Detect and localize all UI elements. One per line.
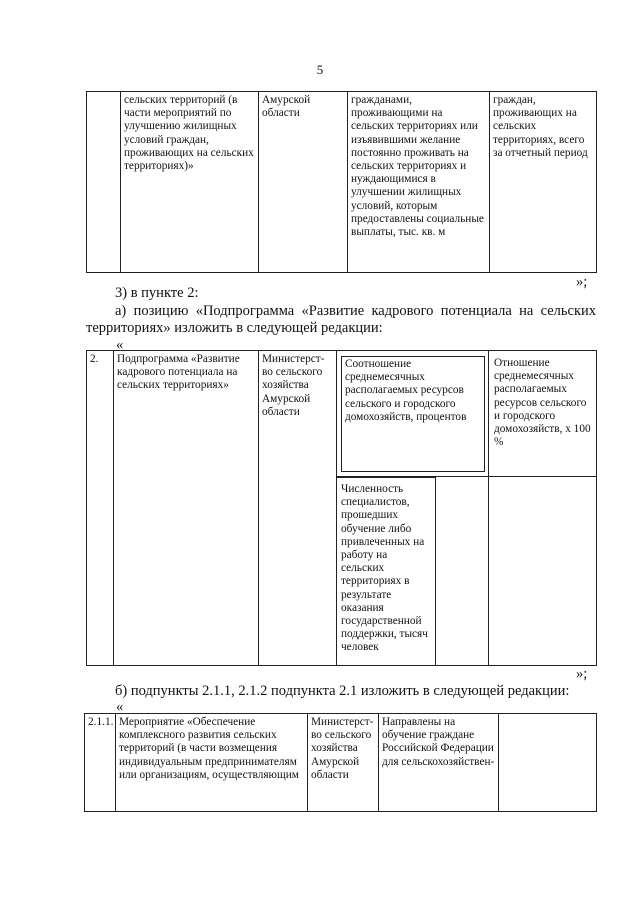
- table-measure-2-1-1: [84, 713, 597, 812]
- paragraph-3: 3) в пункте 2:: [115, 285, 199, 301]
- cell-target-tail: граждан, проживающих на сельских территориях, всего за отчетный период: [490, 92, 597, 273]
- cell-indicator-2: [337, 477, 489, 666]
- table-subprogram-2: [86, 350, 597, 666]
- cell-measure-name: Мероприятие «Обеспечение комплексного развития сельских территорий (в части возмещения индивидуальным предпринимателям или организациям, осуществляющим: [116, 714, 308, 812]
- cell-executor-tail: Амурской области: [259, 92, 348, 273]
- cell-executor: Министерст-во сельского хозяйства Амурской области: [308, 714, 379, 812]
- cell-indicator-tail: гражданами, проживающими на сельских территориях или изъявившими желание постоянно проживать на сельских территориях и нуждающимися в улучшении жилищных условий, которым предоставлены социальные выплаты, тыс. кв. м: [348, 92, 490, 273]
- paragraph-a-line1: а) позицию «Подпрограмма «Развитие кадрового потенциала на сельских: [115, 303, 596, 319]
- open-quote-2: «: [116, 699, 124, 715]
- open-quote-1: «: [116, 337, 124, 353]
- paragraph-a-line2: территориях» изложить в следующей редакции:: [86, 320, 383, 336]
- cell-number: 2.: [87, 351, 114, 666]
- page-number: 5: [316, 62, 324, 77]
- cell-subprogram-tail: сельских территорий (в части мероприятий по улучшению жилищных условий граждан, проживающих на сельских территориях)»: [121, 92, 259, 273]
- table-continuation: [86, 91, 597, 273]
- cell-indicator: Направлены на обучение граждане Российской Федерации для сельскохозяйствен-: [379, 714, 499, 812]
- cell-target-2: [489, 477, 597, 666]
- closing-quote-1: »;: [576, 274, 588, 290]
- cell-executor: Министерст-во сельского хозяйства Амурской области: [259, 351, 337, 666]
- cell-target: [499, 714, 597, 812]
- cell-indicator-1: [337, 351, 489, 477]
- paragraph-b: б) подпункты 2.1.1, 2.1.2 подпункта 2.1 изложить в следующей редакции:: [115, 683, 570, 699]
- cell-subprogram-name: Подпрограмма «Развитие кадрового потенциала на сельских территориях»: [114, 351, 259, 666]
- cell-empty: [87, 92, 121, 273]
- indicator-1-text: Соотношение среднемесячных располагаемых ресурсов сельского и городского домохозяйств, процентов: [345, 358, 467, 423]
- cell-number: 2.1.1.: [85, 714, 116, 812]
- closing-quote-2: »;: [576, 666, 588, 682]
- indicator-2-text: Численность специалистов, прошедших обучение либо привлеченных на работу на сельских территориях в результате оказания государственной поддержки, тысяч человек: [341, 483, 428, 654]
- cell-target-1: Отношение среднемесячных располагаемых ресурсов сельского и городского домохозяйств, х 100 %: [489, 351, 597, 477]
